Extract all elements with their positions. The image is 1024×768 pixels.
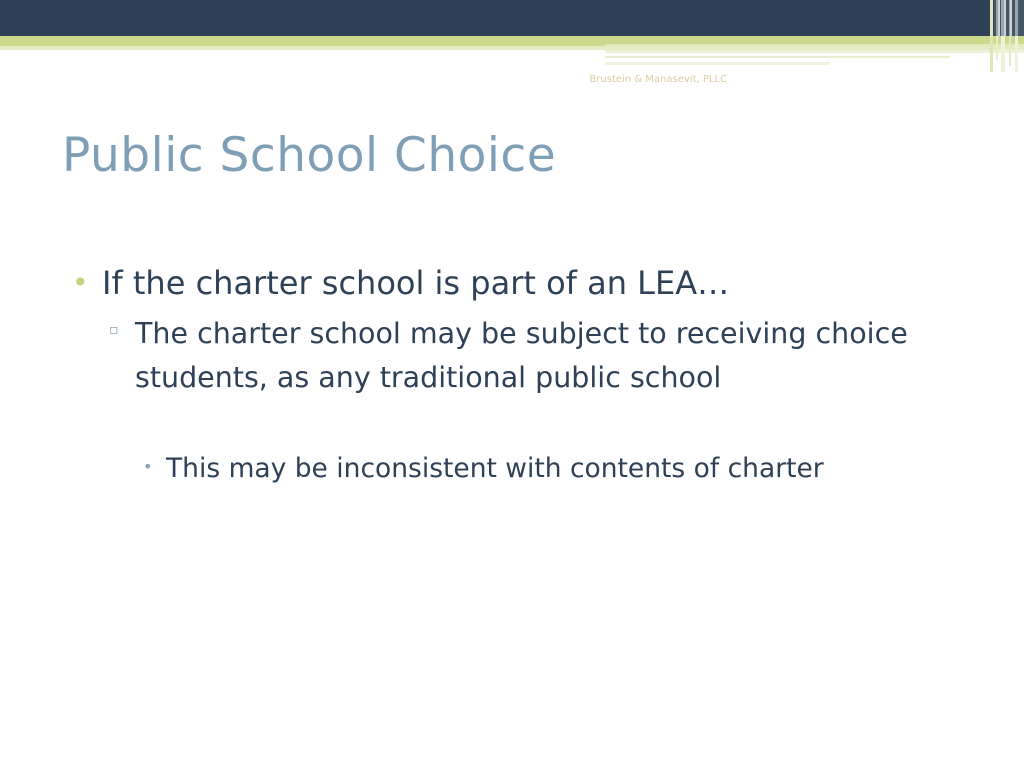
- bullet-level-1-text: If the charter school is part of an LEA…: [102, 264, 730, 302]
- bullet-level-2: [109, 312, 965, 400]
- bullet-dot-icon: •: [72, 266, 89, 299]
- bullet-small-dot-icon: •: [143, 457, 153, 476]
- bullet-level-3: [143, 448, 886, 490]
- bullet-level-2-text: The charter school may be subject to receiving choice students, as any traditional public school: [135, 317, 908, 394]
- bullet-level-3-text: This may be inconsistent with contents of charter: [166, 453, 824, 484]
- bullet-level-1: [72, 262, 982, 304]
- footer-text: Brustein & Manasevit, PLLC: [589, 74, 727, 85]
- bullet-square-icon: ▫: [109, 322, 119, 338]
- header-decoration: [600, 0, 1024, 72]
- slide-title: Public School Choice: [62, 128, 557, 183]
